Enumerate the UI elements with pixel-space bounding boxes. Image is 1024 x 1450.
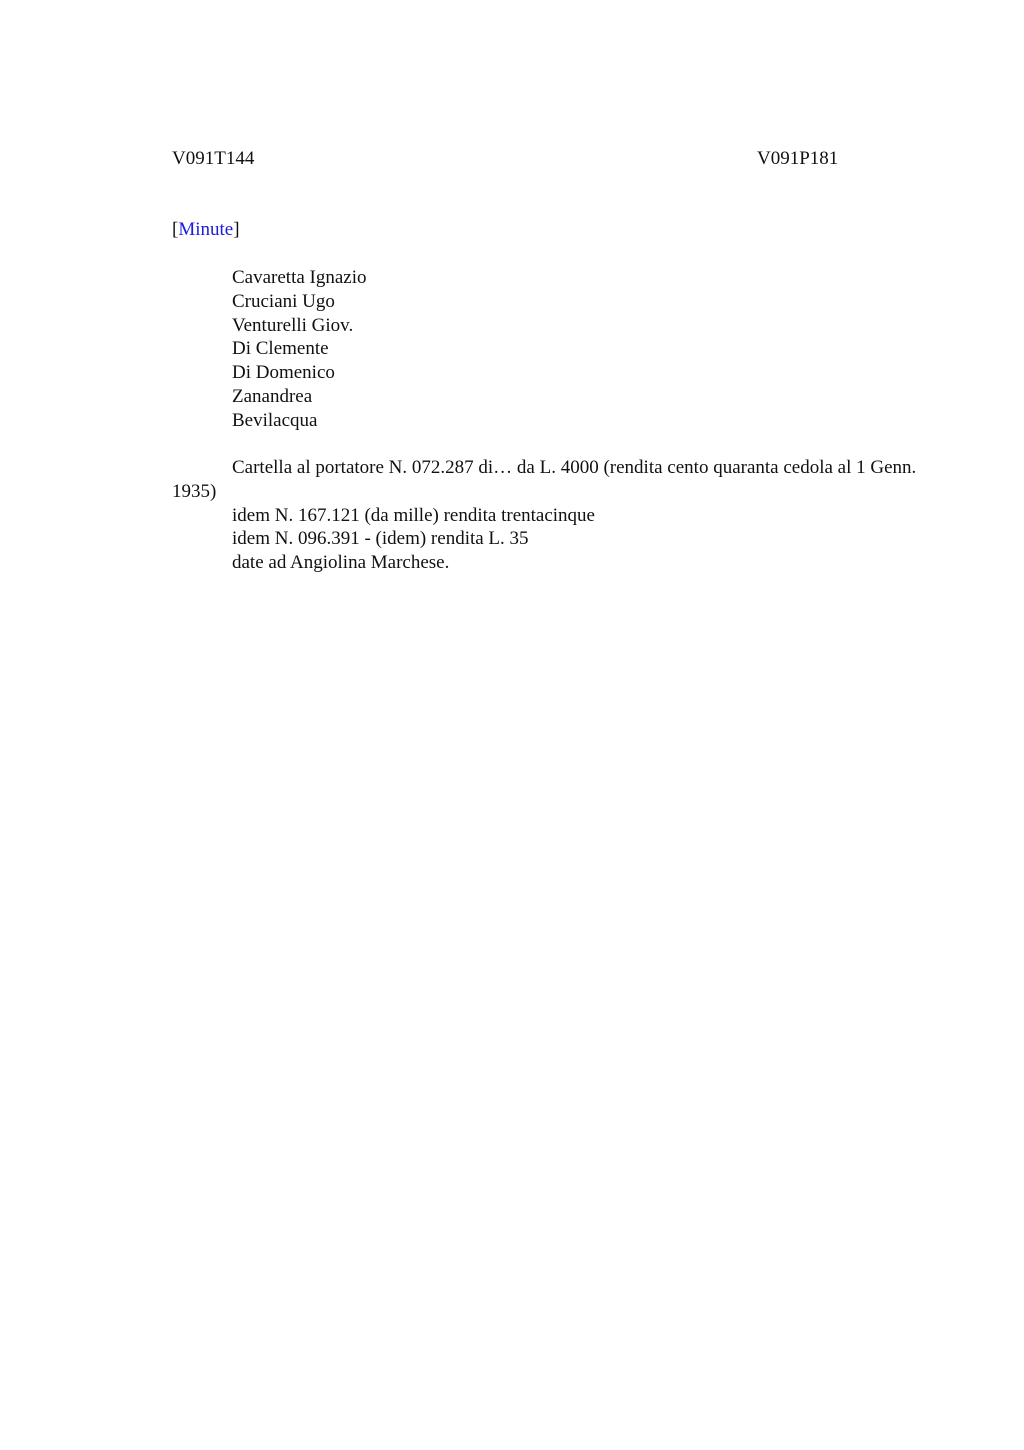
name-item: Cruciani Ugo: [232, 290, 335, 312]
document-code-left: V091T144: [172, 148, 255, 169]
minute-link[interactable]: Minute: [178, 219, 234, 240]
name-item: Di Domenico: [232, 362, 335, 384]
name-item: Cavaretta Ignazio: [232, 267, 367, 288]
name-item: Zanandrea: [232, 385, 313, 407]
notes-paragraph: [172, 456, 932, 575]
section-label: [172, 218, 240, 242]
note-line-1: Cartella al portatore N. 072.287 di… da L. 4000 (rendita cento quaranta cedola al 1 Genn. 1935): [172, 457, 917, 502]
names-list: [232, 266, 367, 433]
name-item: Bevilacqua: [232, 409, 318, 431]
open-bracket: [: [172, 219, 179, 240]
note-line-2: idem N. 167.121 (da mille) rendita trentacinque: [232, 504, 595, 526]
note-line-3: idem N. 096.391 - (idem) rendita L. 35: [232, 528, 529, 550]
name-item: Venturelli Giov.: [232, 314, 354, 336]
close-bracket: ]: [233, 219, 240, 240]
note-line-4: date ad Angiolina Marchese.: [232, 552, 450, 574]
document-code-right: V091P181: [757, 148, 839, 169]
name-item: Di Clemente: [232, 338, 329, 360]
